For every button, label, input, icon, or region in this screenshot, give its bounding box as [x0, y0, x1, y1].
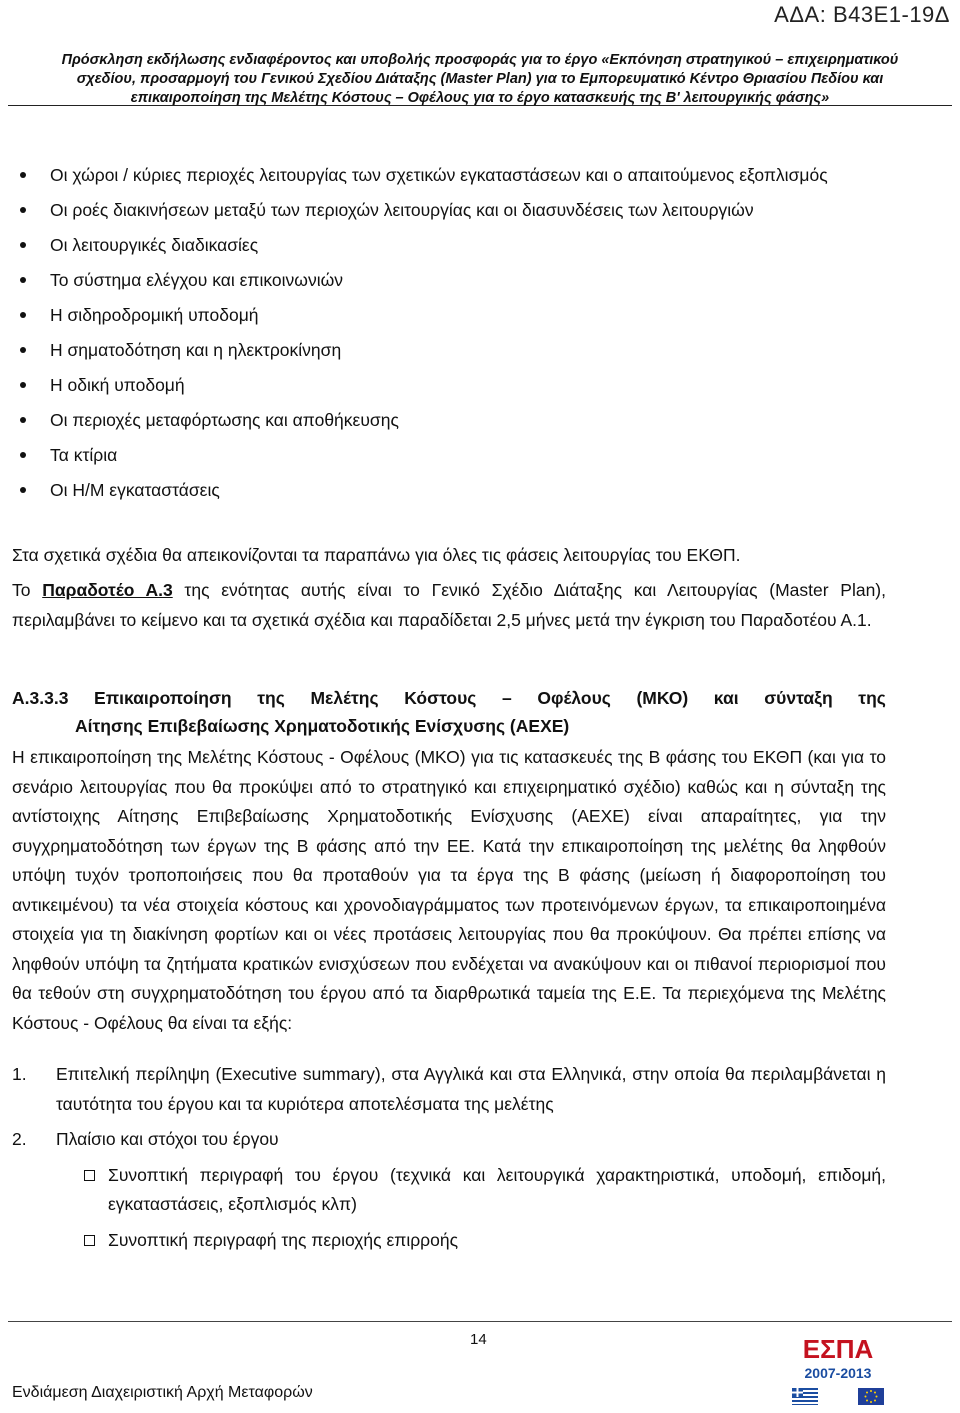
checkbox-item: Συνοπτική περιγραφή του έργου (τεχνικά και λειτουργικά χαρακτηριστικά, υποδομή, επιδομή, εγκαταστάσεις, εξοπλισμός κλπ) — [12, 1161, 886, 1220]
footer-text: Ενδιάμεση Διαχειριστική Αρχή Μεταφορών — [12, 1384, 313, 1401]
bullet-item: Οι περιοχές μεταφόρτωσης και αποθήκευσης — [12, 405, 882, 435]
bullet-item: Τα κτίρια — [12, 440, 882, 470]
section-heading: Α.3.3.3 Επικαιροποίηση της Μελέτης Κόστους – Οφέλους (ΜΚΟ) και σύνταξη της Αίτησης Επιβεβαίωσης Χρηματοδοτικής Ενίσχυσης (ΑΕΧΕ) — [12, 684, 886, 740]
checkbox-item: Συνοπτική περιγραφή της περιοχής επιρροής — [12, 1226, 886, 1256]
paragraph-deliverable: Το Παραδοτέο Α.3 της ενότητας αυτής είναι το Γενικό Σχέδιο Διάταξης και Λειτουργίας (Master Plan), περιλαμβάνει το κείμενο και τα σχετικά σχέδια και παραδίδεται 2,5 μήνες μετά την έγκριση του Παραδοτέου Α.1. — [12, 580, 886, 630]
checkbox-icon — [84, 1235, 95, 1246]
header-divider — [8, 105, 952, 106]
numbered-item: 2. Πλαίσιο και στόχοι του έργου — [12, 1129, 279, 1149]
bullet-list — [12, 160, 882, 510]
bullet-item: Οι λειτουργικές διαδικασίες — [12, 230, 882, 260]
header-line: σχεδίου, προσαρμογή του Γενικού Σχεδίου Διάταξης (Master Plan) για το Εμπορευματικό Κέντρο Θριασίου Πεδίου και — [76, 71, 884, 87]
header-line: Πρόσκληση εκδήλωσης ενδιαφέροντος και υποβολής προσφοράς για το έργο «Εκπόνηση στρατηγικού – επιχειρηματικού — [61, 52, 899, 68]
espa-logo — [788, 1332, 888, 1408]
footer-divider — [8, 1321, 952, 1322]
bullet-item: Οι ροές διακινήσεων μεταξύ των περιοχών λειτουργίας και οι διασυνδέσεις των λειτουργιών — [12, 195, 882, 225]
paragraph-update: Η επικαιροποίηση της Μελέτης Κόστους - Οφέλους (ΜΚΟ) για τις κατασκευές της Β φάσης του ΕΚΘΠ (και για το σενάριο λειτουργίας που θα προκύψει από το στρατηγικό και επιχειρηματικό σχέδιο) καθώς και η σύνταξη της αντίστοιχης Αίτησης Επιβεβαίωσης Χρηματοδοτικής Ενίσχυσης (ΑΕΧΕ) είναι απαραίτητες, για την συγχρηματοδότηση των έργων της Β φάσης από την ΕΕ. Κατά την επικαιροποίηση της μελέτης θα ληφθούν υπόψη τυχόν τροποποιήσεις που θα προταθούν για τα έργα της Β φάσης (μείωση ή διαφοροποίηση του αντικειμένου) τα νέα στοιχεία κόστους και χρονοδιαγράμματος των προτεινόμενων έργων, τα επικαιροποιημένα στοιχεία για τη διακίνηση φορτίων και οι νέες προτάσεις λειτουργίας που θα προκύψουν. Θα πρέπει επίσης να ληφθούν υπόψη τα ζητήματα κρατικών ενισχύσεων που ενδέχεται να ανακύψουν και οι πιθανοί περιορισμοί που θα τεθούν στη συγχρηματοδότηση του έργου από τα διαρθρωτικά ταμεία της Ε.Ε. Τα περιεχόμενα της Μελέτης Κόστους - Οφέλους θα είναι τα εξής: — [12, 747, 886, 1033]
section-number: Α.3.3.3 — [12, 688, 69, 708]
bullet-item: Οι χώροι / κύριες περιοχές λειτουργίας των σχετικών εγκαταστάσεων και ο απαιτούμενος εξοπλισμός — [12, 160, 882, 190]
eu-flag-icon — [858, 1388, 884, 1405]
bullet-icon — [20, 382, 26, 388]
numbered-list — [12, 1060, 886, 1255]
bullet-icon — [20, 277, 26, 283]
section-title-line2: Αίτησης Επιβεβαίωσης Χρηματοδοτικής Ενίσχυσης (ΑΕΧΕ) — [75, 716, 570, 736]
page-number: 14 — [470, 1331, 487, 1348]
bullet-icon — [20, 417, 26, 423]
deliverable-reference: Παραδοτέο Α.3 — [42, 580, 173, 600]
checkbox-list — [12, 1161, 886, 1256]
bullet-item: Οι Η/Μ εγκαταστάσεις — [12, 475, 882, 505]
header-line: επικαιροποίηση της Μελέτης Κόστους – Οφέλους για το έργο κατασκευής της Β' λειτουργικής φάσης» — [130, 90, 830, 106]
bullet-icon — [20, 172, 26, 178]
espa-logo-name: ΕΣΠΑ — [802, 1334, 874, 1364]
greek-flag-icon — [792, 1388, 818, 1405]
bullet-icon — [20, 207, 26, 213]
document-header — [10, 51, 950, 108]
bullet-item: Η οδική υποδομή — [12, 370, 882, 400]
espa-logo-years: 2007-2013 — [804, 1365, 872, 1381]
bullet-icon — [20, 452, 26, 458]
checkbox-icon — [84, 1170, 95, 1181]
bullet-item: Το σύστημα ελέγχου και επικοινωνιών — [12, 265, 882, 295]
bullet-icon — [20, 312, 26, 318]
bullet-icon — [20, 347, 26, 353]
bullet-icon — [20, 242, 26, 248]
ada-code: ΑΔΑ: Β43Ε1-19Δ — [774, 2, 950, 27]
paragraph-drawings: Στα σχετικά σχέδια θα απεικονίζονται τα παραπάνω για όλες τις φάσεις λειτουργίας του ΕΚΘΠ. — [12, 545, 741, 565]
numbered-item: 1. Επιτελική περίληψη (Executive summary), στα Αγγλικά και στα Ελληνικά, στην οποία θα περιλαμβάνεται η ταυτότητα του έργου και τα κυριότερα αποτελέσματα της μελέτης — [12, 1064, 886, 1114]
bullet-item: Η σιδηροδρομική υποδομή — [12, 300, 882, 330]
bullet-item: Η σηματοδότηση και η ηλεκτροκίνηση — [12, 335, 882, 365]
bullet-icon — [20, 487, 26, 493]
